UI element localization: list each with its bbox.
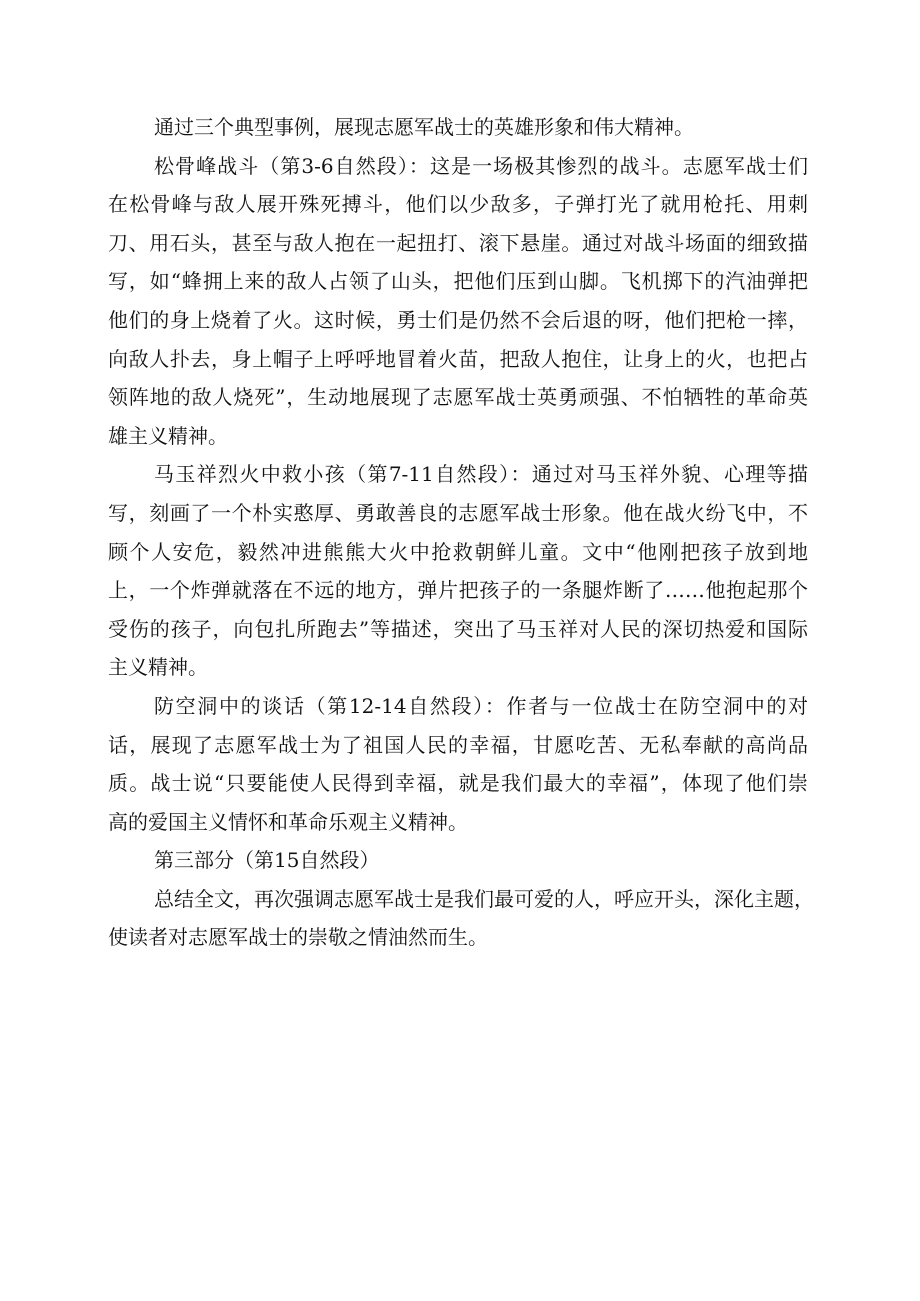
text-line: 上，一个炸弹就落在不远的地方，弹片把孩子的一条腿炸断了……他抱起那个 — [108, 578, 808, 603]
document-body — [108, 108, 814, 957]
text-line: 使读者对志愿军战士的崇敬之情油然而生。 — [108, 925, 488, 950]
text-line: 防空洞中的谈话（第12-14自然段）：作者与一位战士在防空洞中的对 — [154, 693, 808, 718]
text-line: 主义精神。 — [108, 655, 208, 680]
text-line: 质。战士说“只要能使人民得到幸福，就是我们最大的幸福”，体现了他们崇 — [108, 771, 808, 796]
text-line: 受伤的孩子，向包扎所跑去”等描述，突出了马玉祥对人民的深切热爱和国际 — [108, 616, 808, 641]
text-line: 写，刻画了一个朴实憨厚、勇敢善良的志愿军战士形象。他在战火纷飞中，不 — [108, 500, 808, 525]
text-line: 在松骨峰与敌人展开殊死搏斗，他们以少敌多，子弹打光了就用枪托、用刺 — [108, 192, 808, 217]
text-line: 他们的身上烧着了火。这时候，勇士们是仍然不会后退的呀，他们把枪一摔， — [108, 307, 808, 332]
text-line: 刀、用石头，甚至与敌人抱在一起扭打、滚下悬崖。通过对战斗场面的细致描 — [108, 230, 808, 255]
text-line: 通过三个典型事例，展现志愿军战士的英雄形象和伟大精神。 — [154, 115, 694, 139]
text-line: 向敌人扑去，身上帽子上呼呼地冒着火苗，把敌人抱住，让身上的火，也把占 — [108, 346, 808, 371]
text-line: 顾个人安危，毅然冲进熊熊大火中抢救朝鲜儿童。文中“他刚把孩子放到地 — [108, 539, 808, 564]
text-line: 马玉祥烈火中救小孩（第7-11自然段）：通过对马玉祥外貌、心理等描 — [154, 462, 808, 487]
text-line: 写，如“蜂拥上来的敌人占领了山头，把他们压到山脚。飞机掷下的汽油弹把 — [108, 269, 808, 294]
text-line: 松骨峰战斗（第3-6自然段）：这是一场极其惨烈的战斗。志愿军战士们 — [154, 153, 808, 178]
text-line: 总结全文，再次强调志愿军战士是我们最可爱的人，呼应开头，深化主题， — [154, 886, 814, 911]
section-heading: 第三部分（第15自然段） — [154, 848, 380, 873]
text-line: 雄主义精神。 — [108, 423, 228, 448]
text-line: 话，展现了志愿军战士为了祖国人民的幸福，甘愿吃苦、无私奉献的高尚品 — [108, 732, 808, 757]
text-line: 高的爱国主义情怀和革命乐观主义精神。 — [108, 809, 468, 834]
text-line: 领阵地的敌人烧死”，生动地展现了志愿军战士英勇顽强、不怕牺牲的革命英 — [108, 385, 808, 410]
